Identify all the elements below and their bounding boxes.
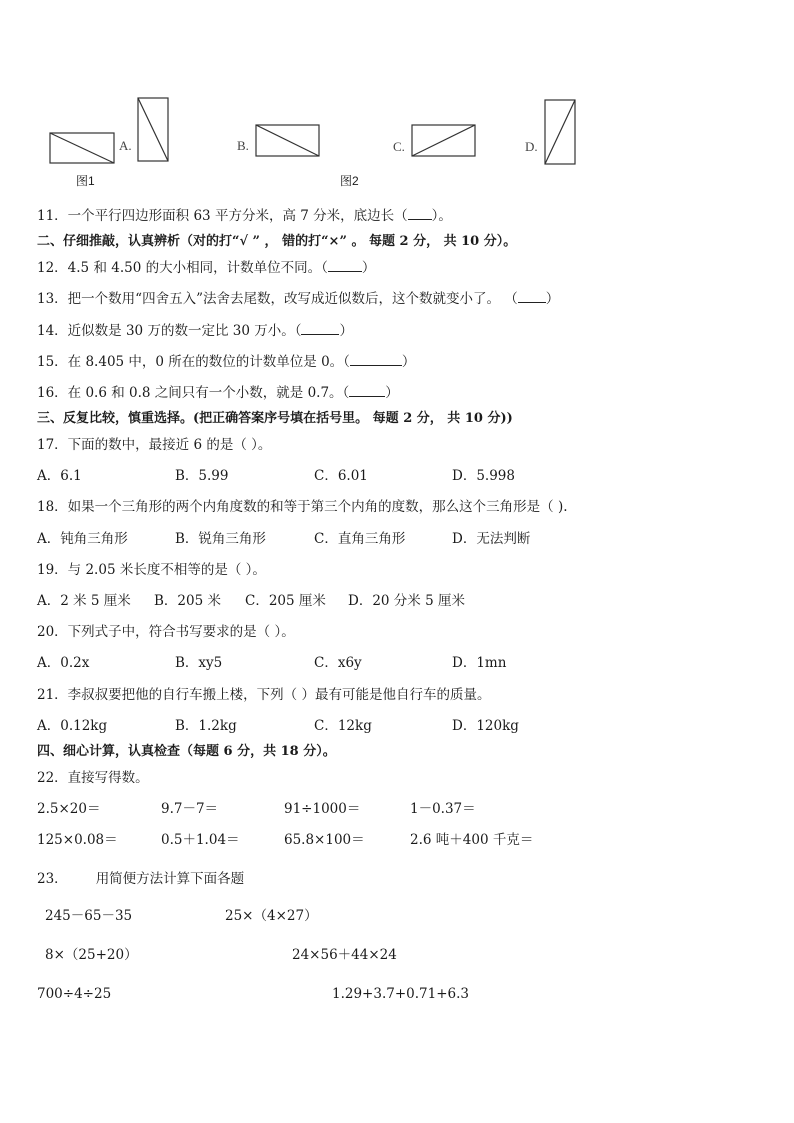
question-17-option-c[interactable]: C．6.01 bbox=[314, 468, 368, 484]
simplify-item: 1.29+3.7+0.71+6.3 bbox=[332, 986, 469, 1002]
question-15-text: 15．在 8.405 中，0 所在的数位的计数单位是 0。（ bbox=[37, 354, 350, 370]
question-13 bbox=[37, 290, 559, 308]
calc-item: 1－0.37＝ bbox=[410, 801, 476, 817]
option-d-label: D. bbox=[525, 139, 538, 154]
answer-blank[interactable] bbox=[349, 384, 385, 397]
question-11-text: 11．一个平行四边形面积 63 平方分米，高 7 分米，底边长（ bbox=[37, 208, 408, 224]
option-d-figure bbox=[545, 100, 575, 164]
question-20-option-a[interactable]: A．0.2x bbox=[37, 655, 90, 671]
question-15 bbox=[37, 353, 415, 371]
question-21-option-d[interactable]: D．120kg bbox=[452, 718, 519, 734]
question-14-text: 14．近似数是 30 万的数一定比 30 万小。（ bbox=[37, 323, 302, 339]
question-12 bbox=[37, 259, 375, 277]
question-19-option-c[interactable]: C．205 厘米 bbox=[245, 593, 326, 609]
question-13-text: 13．把一个数用“四舍五入”法舍去尾数，改写成近似数后，这个数就变小了。 （ bbox=[37, 291, 518, 307]
question-12-text: 12．4.5 和 4.50 的大小相同，计数单位不同。（ bbox=[37, 260, 328, 276]
answer-blank[interactable] bbox=[301, 322, 339, 335]
question-19-option-b[interactable]: B．205 米 bbox=[154, 593, 221, 609]
question-17-text: 17．下面的数中，最接近 6 的是（ ）。 bbox=[37, 437, 272, 453]
question-18-option-c[interactable]: C．直角三角形 bbox=[314, 531, 406, 547]
question-14-tail: ） bbox=[339, 323, 353, 339]
answer-blank[interactable] bbox=[328, 259, 362, 272]
calc-item: 91÷1000＝ bbox=[284, 801, 361, 817]
question-12-tail: ） bbox=[361, 260, 376, 276]
option-c-figure bbox=[412, 125, 475, 156]
question-18-option-a[interactable]: A．钝角三角形 bbox=[37, 531, 128, 547]
question-20-option-d[interactable]: D．1mn bbox=[452, 655, 507, 671]
figure-1-caption: 图1 bbox=[76, 174, 95, 188]
question-18-option-b[interactable]: B．锐角三角形 bbox=[175, 531, 266, 547]
simplify-item: 700÷4÷25 bbox=[37, 986, 112, 1002]
section-3-title: 三、反复比较，慎重选择。(把正确答案序号填在括号里。 每题 2 分， 共 10 分)) bbox=[37, 411, 513, 426]
question-19-option-a[interactable]: A．2 米 5 厘米 bbox=[37, 593, 131, 609]
calc-item: 2.6 吨＋400 千克＝ bbox=[410, 832, 534, 848]
question-21-text: 21．李叔叔要把他的自行车搬上楼，下列（ ）最有可能是他自行车的质量。 bbox=[37, 687, 491, 703]
question-23-number: 23． bbox=[37, 871, 68, 887]
calc-item: 65.8×100＝ bbox=[284, 832, 365, 848]
simplify-item: 245－65－35 bbox=[45, 908, 133, 924]
question-19-option-d[interactable]: D．20 分米 5 厘米 bbox=[348, 593, 465, 609]
answer-blank[interactable] bbox=[408, 207, 432, 220]
simplify-item: 25×（4×27） bbox=[225, 908, 318, 924]
question-14 bbox=[37, 322, 353, 340]
question-17-option-d[interactable]: D．5.998 bbox=[452, 468, 515, 484]
question-11 bbox=[37, 207, 452, 225]
section-2-title: 二、仔细推敲，认真辨析（对的打“√ ” ， 错的打“×” 。 每题 2 分， 共 10 分）。 bbox=[37, 234, 517, 249]
calc-item: 0.5＋1.04＝ bbox=[161, 832, 240, 848]
option-b-figure bbox=[256, 125, 319, 156]
calc-item: 125×0.08＝ bbox=[37, 832, 118, 848]
question-22-text: 22．直接写得数。 bbox=[37, 770, 149, 786]
option-b-label: B. bbox=[237, 138, 249, 153]
question-17-option-b[interactable]: B．5.99 bbox=[175, 468, 229, 484]
question-18-text: 18．如果一个三角形的两个内角度数的和等于第三个内角的度数，那么这个三角形是（ ). bbox=[37, 499, 568, 515]
calc-item: 9.7－7＝ bbox=[161, 801, 219, 817]
question-21-option-a[interactable]: A．0.12kg bbox=[37, 718, 108, 734]
question-16-tail: ） bbox=[385, 385, 399, 401]
answer-blank[interactable] bbox=[518, 290, 546, 303]
option-a-figure bbox=[138, 98, 168, 161]
question-17-option-a[interactable]: A．6.1 bbox=[37, 468, 82, 484]
question-23-text: 用简便方法计算下面各题 bbox=[95, 871, 245, 887]
question-15-tail: ） bbox=[401, 354, 416, 370]
question-20-text: 20．下列式子中，符合书写要求的是（ ）。 bbox=[37, 624, 295, 640]
question-21-option-c[interactable]: C．12kg bbox=[314, 718, 372, 734]
question-21-option-b[interactable]: B．1.2kg bbox=[175, 718, 237, 734]
option-c-label: C. bbox=[393, 139, 405, 154]
question-11-tail: ）。 bbox=[431, 208, 452, 224]
question-20-option-b[interactable]: B．xy5 bbox=[175, 655, 223, 671]
option-a-label: A. bbox=[119, 138, 132, 153]
simplify-item: 24×56＋44×24 bbox=[292, 947, 397, 963]
answer-blank[interactable] bbox=[350, 353, 402, 366]
question-20-option-c[interactable]: C．x6y bbox=[314, 655, 362, 671]
question-18-option-d[interactable]: D．无法判断 bbox=[452, 531, 531, 547]
simplify-item: 8×（25+20） bbox=[45, 947, 138, 963]
question-16-text: 16．在 0.6 和 0.8 之间只有一个小数，就是 0.7。（ bbox=[37, 385, 350, 401]
calc-item: 2.5×20＝ bbox=[37, 801, 101, 817]
figures-area bbox=[0, 0, 794, 200]
question-19-text: 19．与 2.05 米长度不相等的是（ ）。 bbox=[37, 562, 266, 578]
figure-2-caption: 图2 bbox=[340, 174, 359, 188]
question-23 bbox=[37, 870, 244, 888]
section-4-title: 四、细心计算，认真检查（每题 6 分，共 18 分）。 bbox=[37, 744, 336, 759]
question-13-tail: ） bbox=[545, 291, 560, 307]
figure-1-rectangle bbox=[50, 133, 114, 163]
question-16 bbox=[37, 384, 399, 402]
